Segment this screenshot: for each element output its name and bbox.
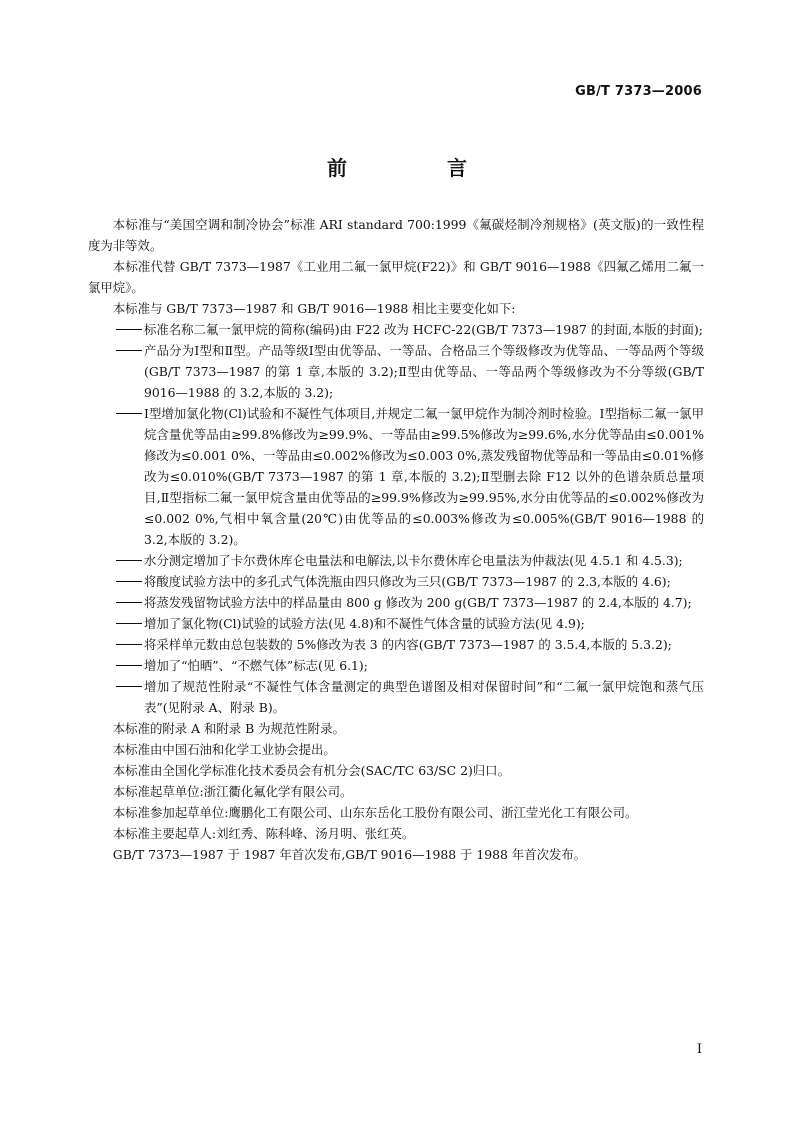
change-text: 增加了氯化物(Cl)试验的试验方法(见 4.8)和不凝性气体含量的试验方法(见 4.9);	[144, 616, 585, 631]
paragraph: 本标准主要起草人:刘红秀、陈科峰、汤月明、张红英。	[112, 826, 415, 841]
paragraph: 本标准的附录 A 和附录 B 为规范性附录。	[112, 721, 345, 736]
change-text: 水分测定增加了卡尔费休库仑电量法和电解法,以卡尔费休库仑电量法为仲裁法(见 4.5.1 和 4.5.3);	[144, 553, 683, 568]
standard-number: GB/T 7373—2006	[575, 84, 702, 99]
paragraph: GB/T 7373—1987 于 1987 年首次发布,GB/T 9016—1988 于 1988 年首次发布。	[112, 847, 587, 862]
change-item	[88, 319, 704, 340]
change-text: 将采样单元数由总包装数的 5%修改为表 3 的内容(GB/T 7373—1987 的 3.5.4,本版的 5.3.2);	[144, 637, 672, 652]
paragraph: 本标准代替 GB/T 7373—1987《工业用二氟一氯甲烷(F22)》和 GB/T 9016—1988《四氟乙烯用二氟一氯甲烷》。	[88, 259, 704, 295]
change-text: 将酸度试验方法中的多孔式气体洗瓶由四只修改为三只(GB/T 7373—1987 的 2.3,本版的 4.6);	[144, 574, 671, 589]
paragraph: 本标准参加起草单位:鹰鹏化工有限公司、山东东岳化工股份有限公司、浙江莹光化工有限公司。	[112, 805, 638, 820]
paragraph: 本标准与“美国空调和制冷协会”标准 ARI standard 700:1999《氟碳烃制冷剂规格》(英文版)的一致性程度为非等效。	[88, 217, 704, 253]
change-text: 产品分为Ⅰ型和Ⅱ型。产品等级Ⅰ型由优等品、一等品、合格品三个等级修改为优等品、一等品两个等级(GB/T 7373—1987 的第 1 章,本版的 3.2);Ⅱ型由优等品、一等品两个等级修改为不分等级(GB/T 9016—1988 的 3.2,本版的 3.2);	[144, 343, 704, 400]
paragraph: 本标准起草单位:浙江衢化氟化学有限公司。	[112, 784, 353, 799]
change-text: 增加了规范性附录“不凝性气体含量测定的典型色谱图及相对保留时间”和“二氟一氯甲烷饱和蒸气压表”(见附录 A、附录 B)。	[144, 679, 704, 715]
page-number: I	[696, 1042, 702, 1057]
page-title: 前 言	[327, 156, 507, 180]
paragraph: 本标准由中国石油和化学工业协会提出。	[112, 742, 336, 757]
change-item	[88, 592, 704, 613]
change-item	[88, 613, 704, 634]
change-item	[88, 550, 704, 571]
change-text: 标准名称二氟一氯甲烷的简称(编码)由 F22 改为 HCFC-22(GB/T 7373—1987 的封面,本版的封面);	[144, 322, 703, 337]
change-text: Ⅰ型增加氯化物(Cl)试验和不凝性气体项目,并规定二氟一氯甲烷作为制冷剂时检验。Ⅰ型指标二氟一氯甲烷含量优等品由≥99.8%修改为≥99.9%、一等品由≥99.5%修改为≥99.6%,水分优等品由≤0.001%修改为≤0.001 0%、一等品由≤0.002%修改为≤0.003 0%,蒸发残留物优等品和一等品由≤0.01%修改为≤0.010%(GB/T 7373—1987 的第 1 章,本版的 3.2);Ⅱ型删去除 F12 以外的色谱杂质总量项目,Ⅱ型指标二氟一氯甲烷含量由优等品的≥99.9%修改为≥99.95%,水分由优等品的≤0.002%修改为≤0.002 0%,气相中氧含量(20℃)由优等品的≤0.003%修改为≤0.005%(GB/T 9016—1988 的 3.2,本版的 3.2)。	[144, 406, 704, 547]
change-text: 将蒸发残留物试验方法中的样品量由 800 g 修改为 200 g(GB/T 7373—1987 的 2.4,本版的 4.7);	[144, 595, 692, 610]
paragraph: 本标准由全国化学标准化技术委员会有机分会(SAC/TC 63/SC 2)归口。	[112, 763, 510, 778]
foreword-body	[88, 214, 704, 865]
change-item	[88, 676, 704, 718]
change-text: 增加了“怕晒”、“不燃气体”标志(见 6.1);	[144, 658, 368, 673]
change-item	[88, 634, 704, 655]
change-item	[88, 403, 704, 550]
change-item	[88, 340, 704, 403]
change-item	[88, 655, 704, 676]
paragraph: 本标准与 GB/T 7373—1987 和 GB/T 9016—1988 相比主要变化如下:	[112, 301, 516, 316]
change-item	[88, 571, 704, 592]
